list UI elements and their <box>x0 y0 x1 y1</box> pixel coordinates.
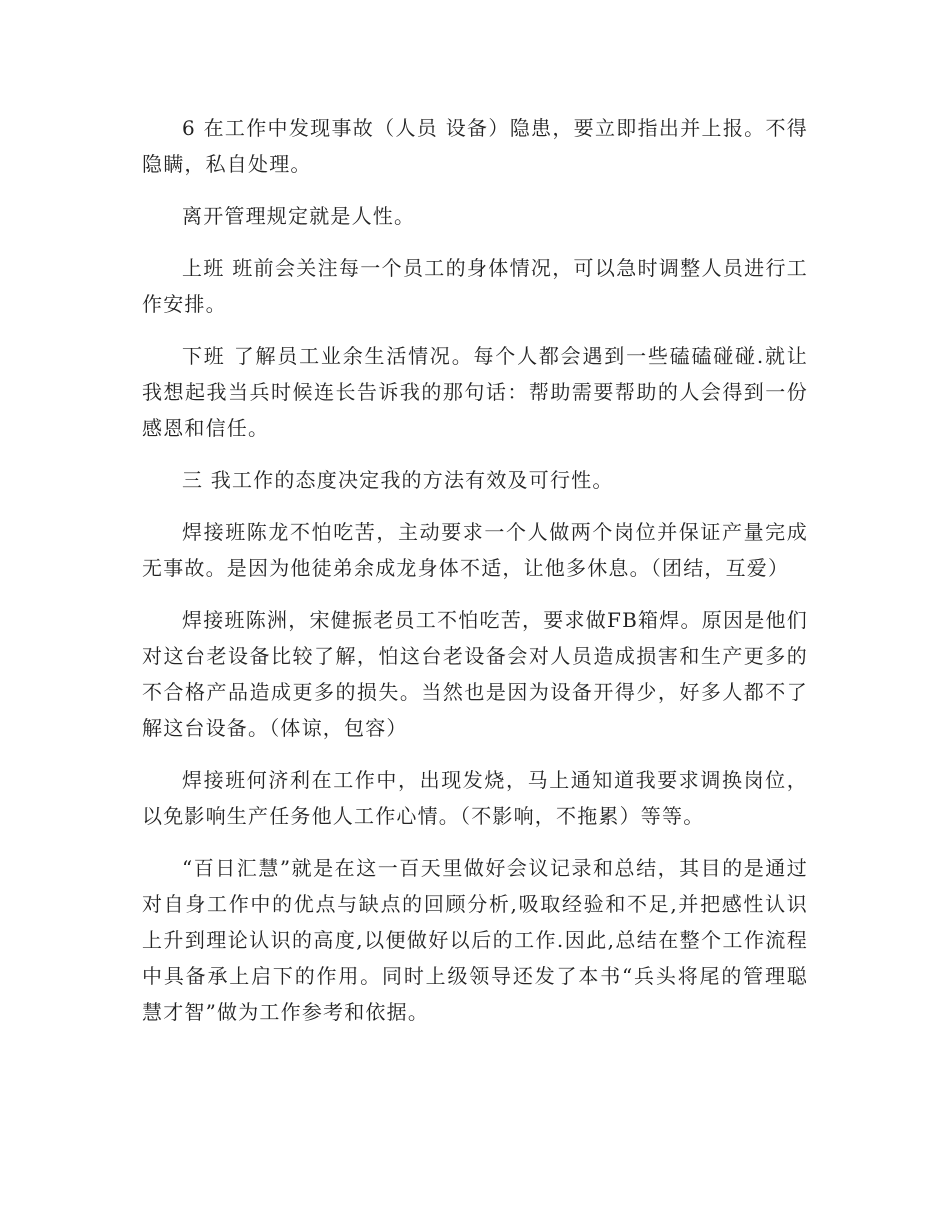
paragraph-end-shift: 下班 了解员工业余生活情况。每个人都会遇到一些磕磕碰碰.就让我想起我当兵时候连长告诉我的那句话：帮助需要帮助的人会得到一份感恩和信任。 <box>142 344 808 440</box>
paragraph-chen-long: 焊接班陈龙不怕吃苦，主动要求一个人做两个岗位并保证产量完成无事故。是因为他徒弟余成龙身体不适，让他多休息。（团结，互爱） <box>142 520 808 580</box>
paragraph-chen-zhou: 焊接班陈洲，宋健振老员工不怕吃苦，要求做FB箱焊。原因是他们对这台老设备比较了解，怕这台老设备会对人员造成损害和生产更多的不合格产品造成更多的损失。当然也是因为设备开得少，好多人都不了解这台设备。（体谅，包容） <box>142 608 808 740</box>
paragraph-safety-report: 6 在工作中发现事故（人员 设备）隐患，要立即指出并上报。不得隐瞒，私自处理。 <box>142 116 808 176</box>
paragraph-section-three: 三 我工作的态度决定我的方法有效及可行性。 <box>182 468 614 492</box>
paragraph-start-shift: 上班 班前会关注每一个员工的身体情况，可以急时调整人员进行工作安排。 <box>142 256 808 316</box>
paragraph-humanity: 离开管理规定就是人性。 <box>182 204 416 228</box>
document-body <box>142 110 808 1046</box>
paragraph-hundred-days: “百日汇慧”就是在这一百天里做好会议记录和总结，其目的是通过对自身工作中的优点与缺点的回顾分析,吸取经验和不足,并把感性认识上升到理论认识的高度,以便做好以后的工作.因此,总结在整个工作流程中具备承上启下的作用。同时上级领导还发了本书“兵头将尾的管理聪慧才智”做为工作参考和依据。 <box>142 856 808 1024</box>
paragraph-he-jili: 焊接班何济利在工作中，出现发烧，马上通知道我要求调换岗位，以免影响生产任务他人工作心情。（不影响，不拖累）等等。 <box>142 768 808 828</box>
